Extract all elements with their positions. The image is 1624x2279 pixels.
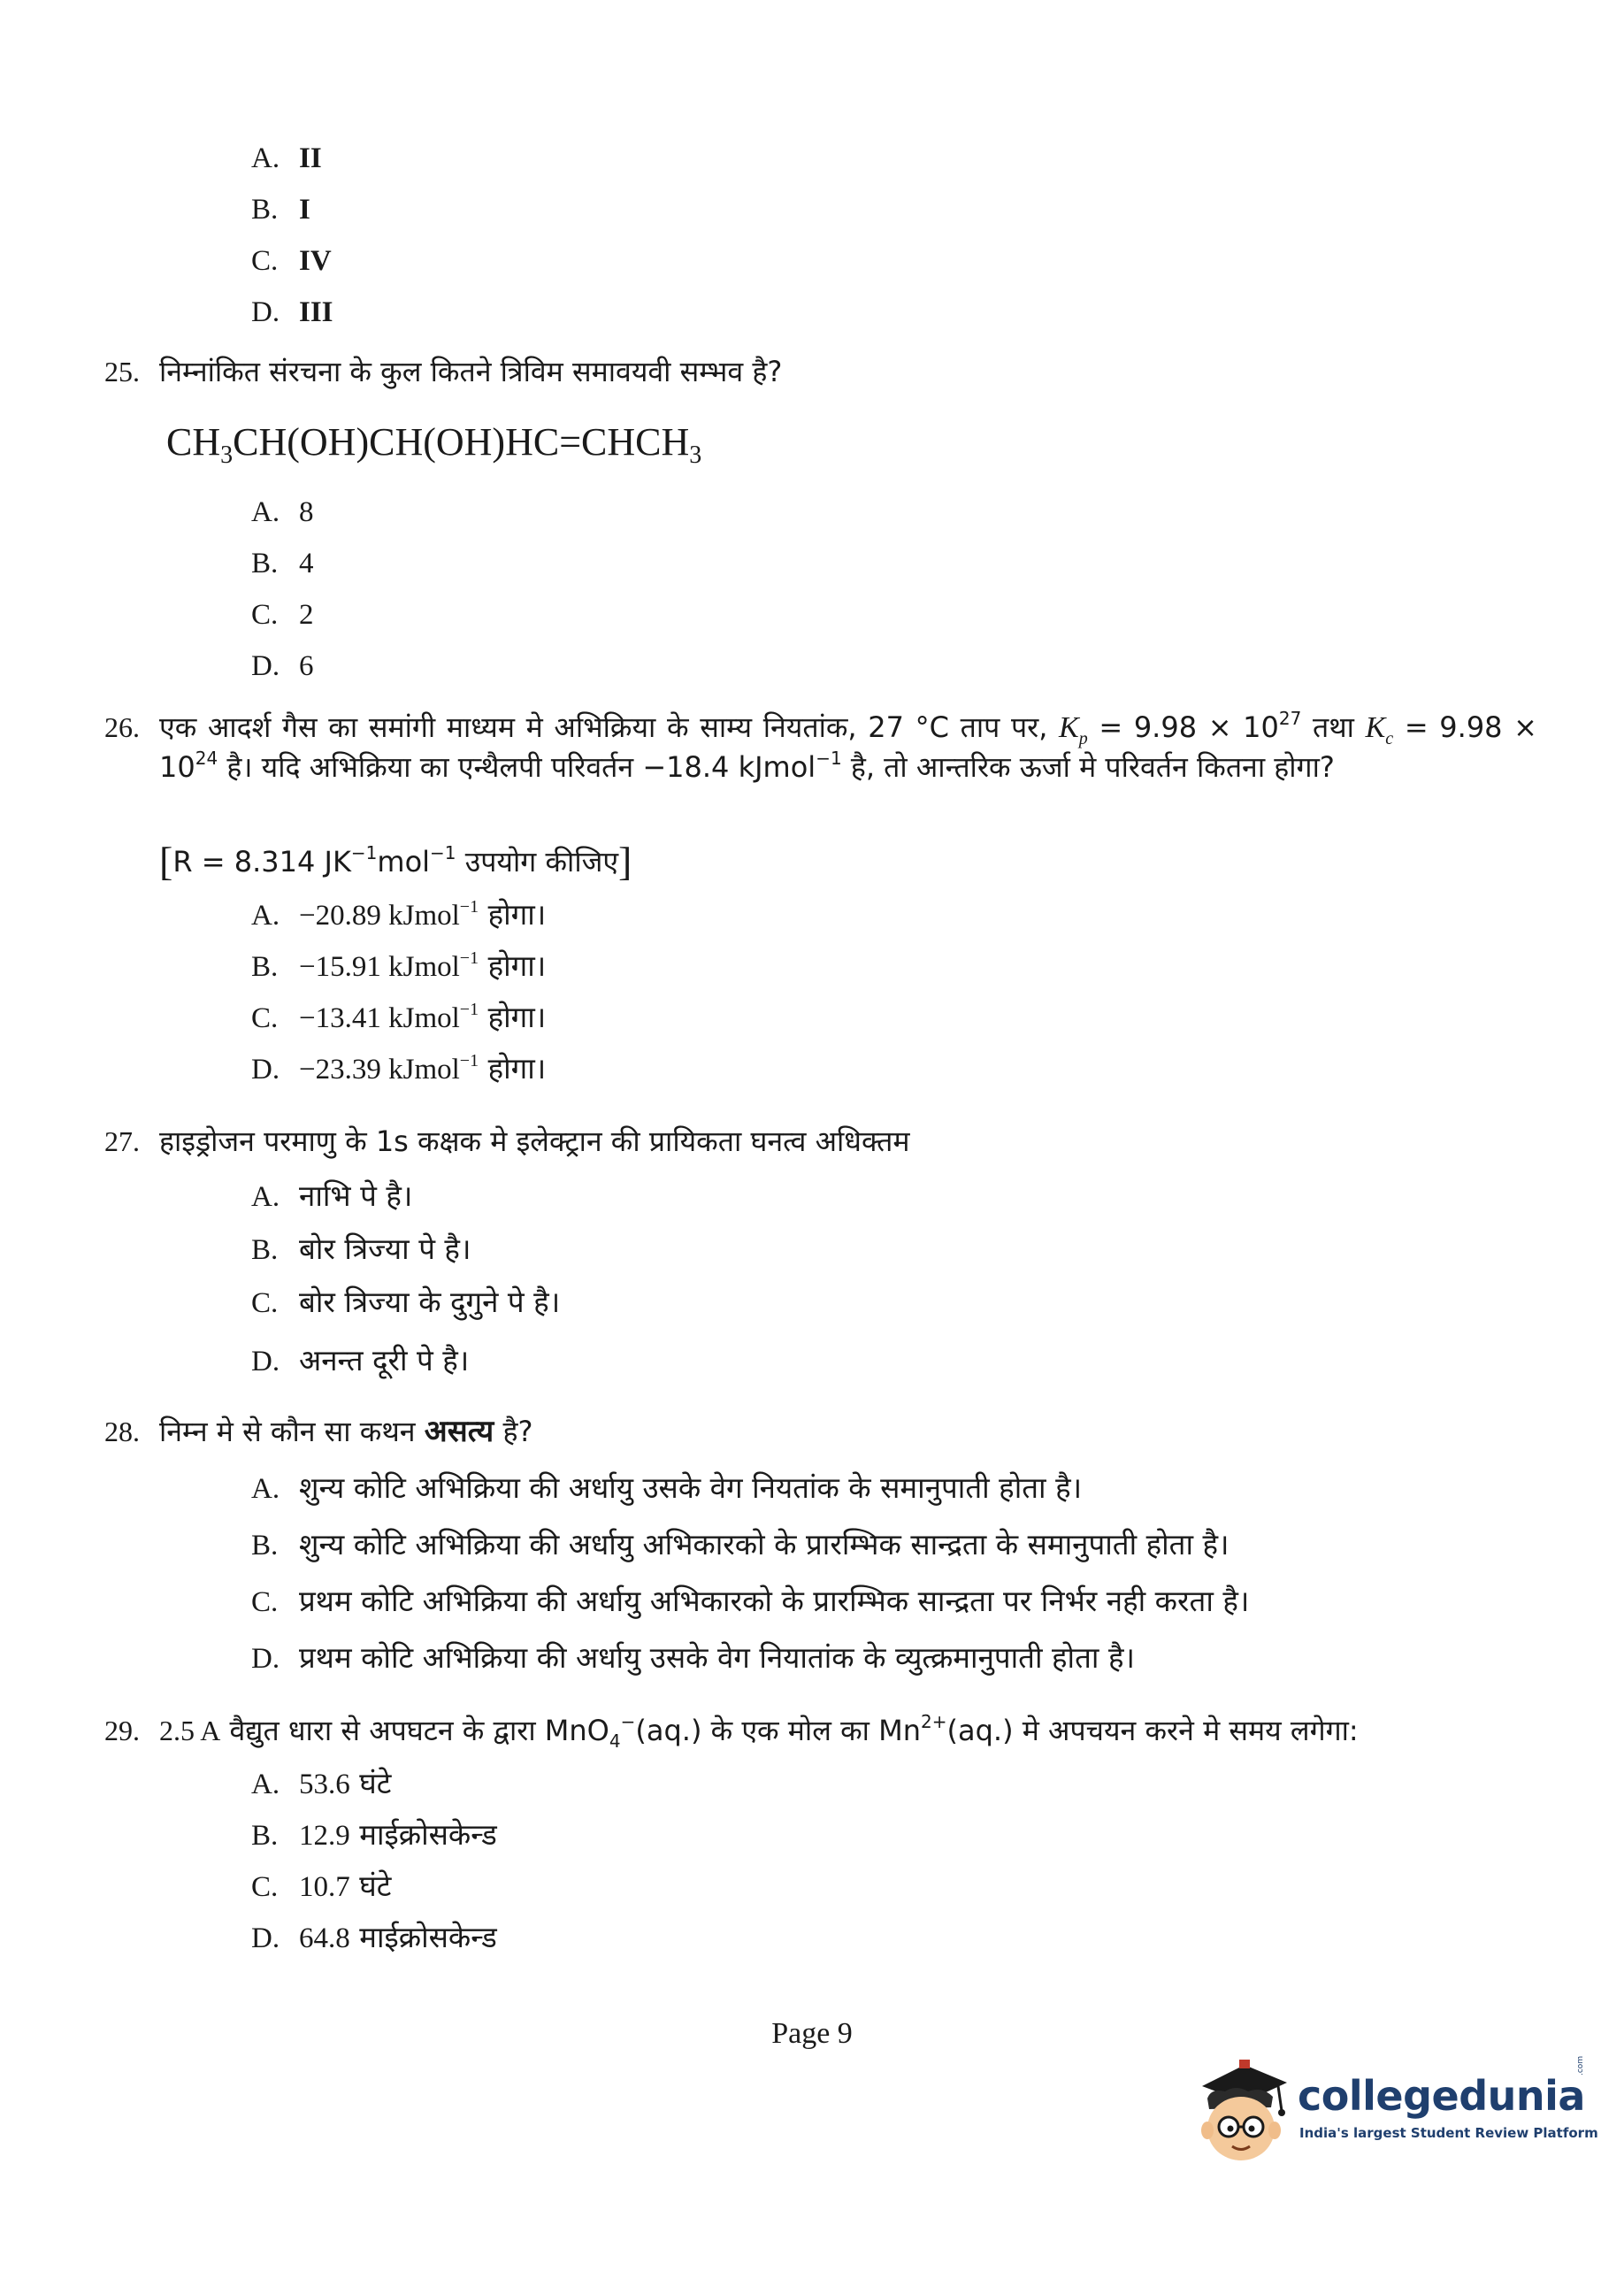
option-label: A. (251, 1473, 280, 1505)
exponent: 24 (195, 748, 218, 769)
formula-subscript: 3 (689, 441, 702, 469)
option-value: 12.9 (299, 1820, 350, 1852)
option-unit: माईक्रोसकेन्ड (349, 1817, 497, 1852)
exponent: −1 (459, 897, 479, 917)
option-value: 64.8 (299, 1922, 350, 1954)
option-label: A. (251, 1769, 280, 1800)
exponent: −1 (350, 842, 378, 863)
option-label: B. (251, 1234, 279, 1266)
option-label: C. (251, 1002, 279, 1034)
q26-option-c (251, 998, 546, 1038)
q29-option-a (251, 1764, 391, 1804)
q28-option-b (251, 1525, 1229, 1565)
option-value: −13.41 kJmol (299, 1002, 460, 1034)
q26-option-a (251, 895, 546, 935)
gas-constant-note: [R = 8.314 $JK^{-1}mol^{-1}$ उपयोग कीजिए] (159, 839, 632, 884)
exponent: −1 (430, 842, 456, 863)
option-label: A. (251, 900, 280, 932)
q28-option-c (251, 1582, 1249, 1622)
current-value: 2.5 A (159, 1715, 221, 1746)
option-label: B. (251, 548, 279, 579)
formula-part: CH(OH)CH(OH)HC=CHCH (233, 420, 690, 464)
q27-option-a (251, 1177, 412, 1216)
option-label: D. (251, 650, 280, 682)
q29-option-d (251, 1918, 497, 1958)
option-label: C. (251, 599, 279, 631)
option-value: −23.39 kJmol (299, 1054, 460, 1086)
option-value: −15.91 kJmol (299, 951, 460, 983)
exponent: 27 (1278, 708, 1302, 729)
option-suffix: होगा। (479, 897, 547, 932)
q27-option-b (251, 1230, 471, 1270)
option-value: बोर त्रिज्या के दुगुने पे है। (299, 1285, 561, 1319)
q27-option-d (251, 1341, 469, 1381)
kc-subscript: c (1385, 729, 1394, 748)
brand-name: collegedunia (1298, 2072, 1585, 2120)
option-value: −20.89 kJmol (299, 900, 460, 932)
option-value: 10.7 (299, 1871, 350, 1903)
question-29: 29. 2.5 A वैद्युत धारा से अपघटन के द्वारा MnO$_4$−(aq.) के एक मोल का $Mn^{2+}(aq.)$ मे अपचयन करने मे समय लगेगा: (104, 1711, 1359, 1752)
kc-symbol: K (1365, 711, 1386, 744)
option-label: D. (251, 1922, 280, 1954)
option-suffix: होगा। (479, 1051, 547, 1086)
option-label: D. (251, 296, 280, 328)
question-number: 28. (104, 1416, 140, 1447)
option-label: B. (251, 1530, 279, 1562)
option-label: C. (251, 1586, 279, 1618)
formula-part: CH (166, 420, 221, 464)
option-value: 2 (299, 599, 314, 631)
q28-option-a (251, 1469, 1082, 1508)
q26-option-d (251, 1049, 546, 1089)
option-label: B. (251, 951, 279, 983)
option-label: B. (251, 1820, 279, 1852)
option-label: B. (251, 194, 279, 226)
question-26 (104, 708, 1537, 787)
option-label: D. (251, 1054, 280, 1086)
subscript: 4 (609, 1730, 621, 1752)
superscript: 2+ (921, 1711, 947, 1732)
q24-option-d (251, 292, 333, 332)
option-label: A. (251, 1181, 280, 1213)
exponent: −1 (816, 748, 842, 769)
q28-option-d (251, 1638, 1135, 1678)
question-text: हाइड्रोजन परमाणु के 1s कक्षक मे इलेक्ट्रान की प्रायिकता घनत्व अधिक्तम (159, 1124, 910, 1158)
bracket-open: [ (159, 839, 173, 884)
option-value: 53.6 (299, 1769, 350, 1800)
question-number: 29. (104, 1715, 140, 1746)
q25-option-b (251, 543, 314, 583)
brand-domain: .com (1576, 2055, 1585, 2076)
q25-option-a (251, 492, 314, 532)
option-unit: घंटे (349, 1868, 392, 1903)
brand-logo[interactable] (1190, 2053, 1597, 2168)
option-value: 8 (299, 496, 314, 528)
option-value: बोर त्रिज्या पे है। (299, 1232, 471, 1266)
q29-option-b (251, 1815, 497, 1855)
exponent: −1 (459, 1000, 479, 1019)
q25-option-c (251, 595, 314, 634)
question-number: 25. (104, 356, 140, 388)
option-label: D. (251, 1643, 280, 1675)
option-label: C. (251, 1287, 279, 1319)
formula-subscript: 3 (220, 441, 234, 469)
option-value: अनन्त दूरी पे है। (299, 1343, 470, 1377)
option-suffix: होगा। (479, 1000, 547, 1034)
question-text: एक आदर्श गैस का समांगी माध्यम मे अभिक्रिया के साम्य नियतांक, 27 °C ताप पर, $K_p = 9.98 \times 10^{27}$ तथा $K_c = 9.98 \times 10^{24}$ है। यदि अभिक्रिया का एन्थैलपी परिवर्तन −18.4 kJmol$^{-1}$ है, तो आन्तरिक ऊर्जा मे परिवर्तन कितना होगा? (159, 708, 1537, 784)
option-label: D. (251, 1346, 280, 1377)
exponent: −1 (459, 948, 479, 968)
q29-option-c (251, 1867, 391, 1907)
question-number: 27. (104, 1125, 140, 1157)
q24-option-c (251, 241, 332, 280)
question-28 (104, 1412, 1537, 1451)
kp-symbol: K (1059, 711, 1079, 744)
option-value: IV (299, 245, 332, 277)
q27-option-c (251, 1283, 560, 1323)
option-value: 4 (299, 548, 314, 579)
question-25 (104, 352, 1537, 391)
superscript: − (620, 1711, 636, 1732)
option-value: III (299, 296, 333, 328)
exponent: −1 (459, 1051, 479, 1070)
q24-option-b (251, 189, 310, 229)
q26-option-b (251, 947, 546, 986)
option-label: C. (251, 245, 279, 277)
question-text: निम्न मे से कौन सा कथन (159, 1415, 425, 1448)
structure-formula (166, 416, 701, 482)
question-text: निम्नांकित संरचना के कुल कितने त्रिविम समावयवी सम्भव है? (159, 355, 783, 388)
option-label: A. (251, 496, 280, 528)
mascot-icon (1190, 2053, 1296, 2168)
question-number: 26. (104, 711, 140, 743)
bracket-close: ] (618, 839, 632, 884)
option-value: 6 (299, 650, 314, 682)
page-number: Page 9 (771, 2017, 853, 2050)
option-suffix: होगा। (479, 948, 547, 983)
option-unit: माईक्रोसकेन्ड (349, 1920, 497, 1954)
emphasis-word: असत्य (424, 1414, 494, 1449)
option-value: प्रथम कोटि अभिक्रिया की अर्धायु उसके वेग नियातांक के व्युत्क्रमानुपाती होता है। (299, 1640, 1135, 1675)
option-label: C. (251, 1871, 279, 1903)
q24-option-a (251, 138, 322, 178)
option-value: नाभि पे है। (299, 1178, 413, 1213)
kp-subscript: p (1078, 729, 1088, 748)
brand-tagline: India's largest Student Review Platform (1299, 2125, 1598, 2141)
question-27 (104, 1122, 1537, 1161)
option-value: प्रथम कोटि अभिक्रिया की अर्धायु अभिकारको के प्रारम्भिक सान्द्रता पर निर्भर नही करता है। (299, 1584, 1250, 1618)
q25-option-d (251, 646, 314, 686)
option-value: II (299, 142, 322, 174)
option-label: A. (251, 142, 280, 174)
option-unit: घंटे (349, 1766, 392, 1800)
option-value: शुन्य कोटि अभिक्रिया की अर्धायु उसके वेग नियतांक के समानुपाती होता है। (299, 1470, 1083, 1505)
option-value: I (299, 194, 310, 226)
option-value: शुन्य कोटि अभिक्रिया की अर्धायु अभिकारको के प्रारम्भिक सान्द्रता के समानुपाती होता है। (299, 1527, 1229, 1562)
question-text: है? (494, 1415, 533, 1448)
